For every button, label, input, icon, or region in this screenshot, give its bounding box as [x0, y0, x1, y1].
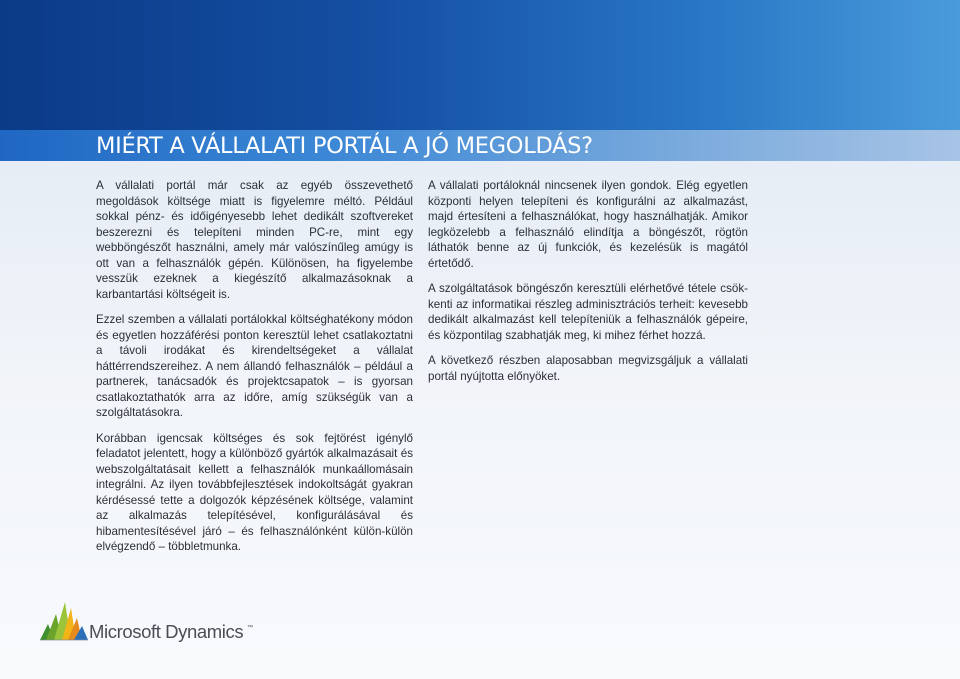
right-column — [428, 178, 748, 394]
logo-wordmark: Microsoft Dynamics — [89, 621, 244, 642]
paragraph: A szolgáltatások böngészőn keresztüli elérhetővé tétele csökkenti az informatikai részleg adminisztrációs terheit: kevesebb dedikált alkalmazást kell telepíteniük a felhasználók gépeire, és központilag szabhatják meg, ki mihez férhet hozzá. — [428, 282, 748, 342]
trademark-sign: ™ — [247, 625, 253, 631]
left-column — [96, 178, 413, 565]
microsoft-dynamics-logo — [40, 600, 270, 644]
paragraph: A vállalati portál már csak az egyéb összevethető megoldások költsége miatt is figyelemre méltó. Például sokkal pénz- és időigényesebb lehet dedikált szoftvereket beszerezni és telepíteni minden PC-re, mint egy webböngészőt használni, amely már valószínűleg amúgy is ott van a felhasználók gépén. Különösen, ha figyelembe vesszük ezeknek a kiegészítő alkalmazásoknak a karbantartási költségeit is. — [96, 179, 413, 301]
header-banner — [0, 0, 960, 130]
paragraph: Ezzel szemben a vállalati portálokkal költséghatékony módon és egyetlen hozzáférési ponton keresztül lehet csatlakoztatni a távoli irodákat és kirendeltségeket a vállalat háttérrendszereihez. A nem állandó felhasználók – például a partnerek, tanácsadók és projektcsapatok – is gyorsan csatlakoztathatók arra az időre, amíg szükségük van a szolgáltatásokra. — [96, 313, 413, 419]
page-title: MIÉRT A VÁLLALATI PORTÁL A JÓ MEGOLDÁS? — [96, 133, 593, 159]
paragraph: A következő részben alaposabban megvizsgáljuk a vállalati portál nyújtotta előnyöket. — [428, 354, 748, 383]
paragraph: Korábban igencsak költséges és sok fejtörést igénylő feladatot jelentett, hogy a különböző gyártók alkalmazásait és webszolgáltatásait kellett a felhasználók munkaállomásain integrálni. Az ilyen továbbfejlesztések indokoltságát gyakran kérdésessé tette a dolgozók képzésének költsége, valamint az alkalmazás telepítésével, konfigurálásával és hibamentesítésével járó – és felhasználónként külön-külön elvégzendő – többletmunka. — [96, 431, 413, 553]
microsoft-dynamics-logo-icon — [40, 600, 88, 644]
paragraph: A vállalati portáloknál nincsenek ilyen gondok. Elég egyetlen központi helyen telepíteni és konfigurálni az alkalmazást, majd értesíteni a felhasználókat, hogy használhatják. Amikor legközelebb a felhasználó elindítja a böngészőt, rögtön láthatók benne az új funkciók, és kezelésük is magától értetődő. — [428, 179, 748, 270]
